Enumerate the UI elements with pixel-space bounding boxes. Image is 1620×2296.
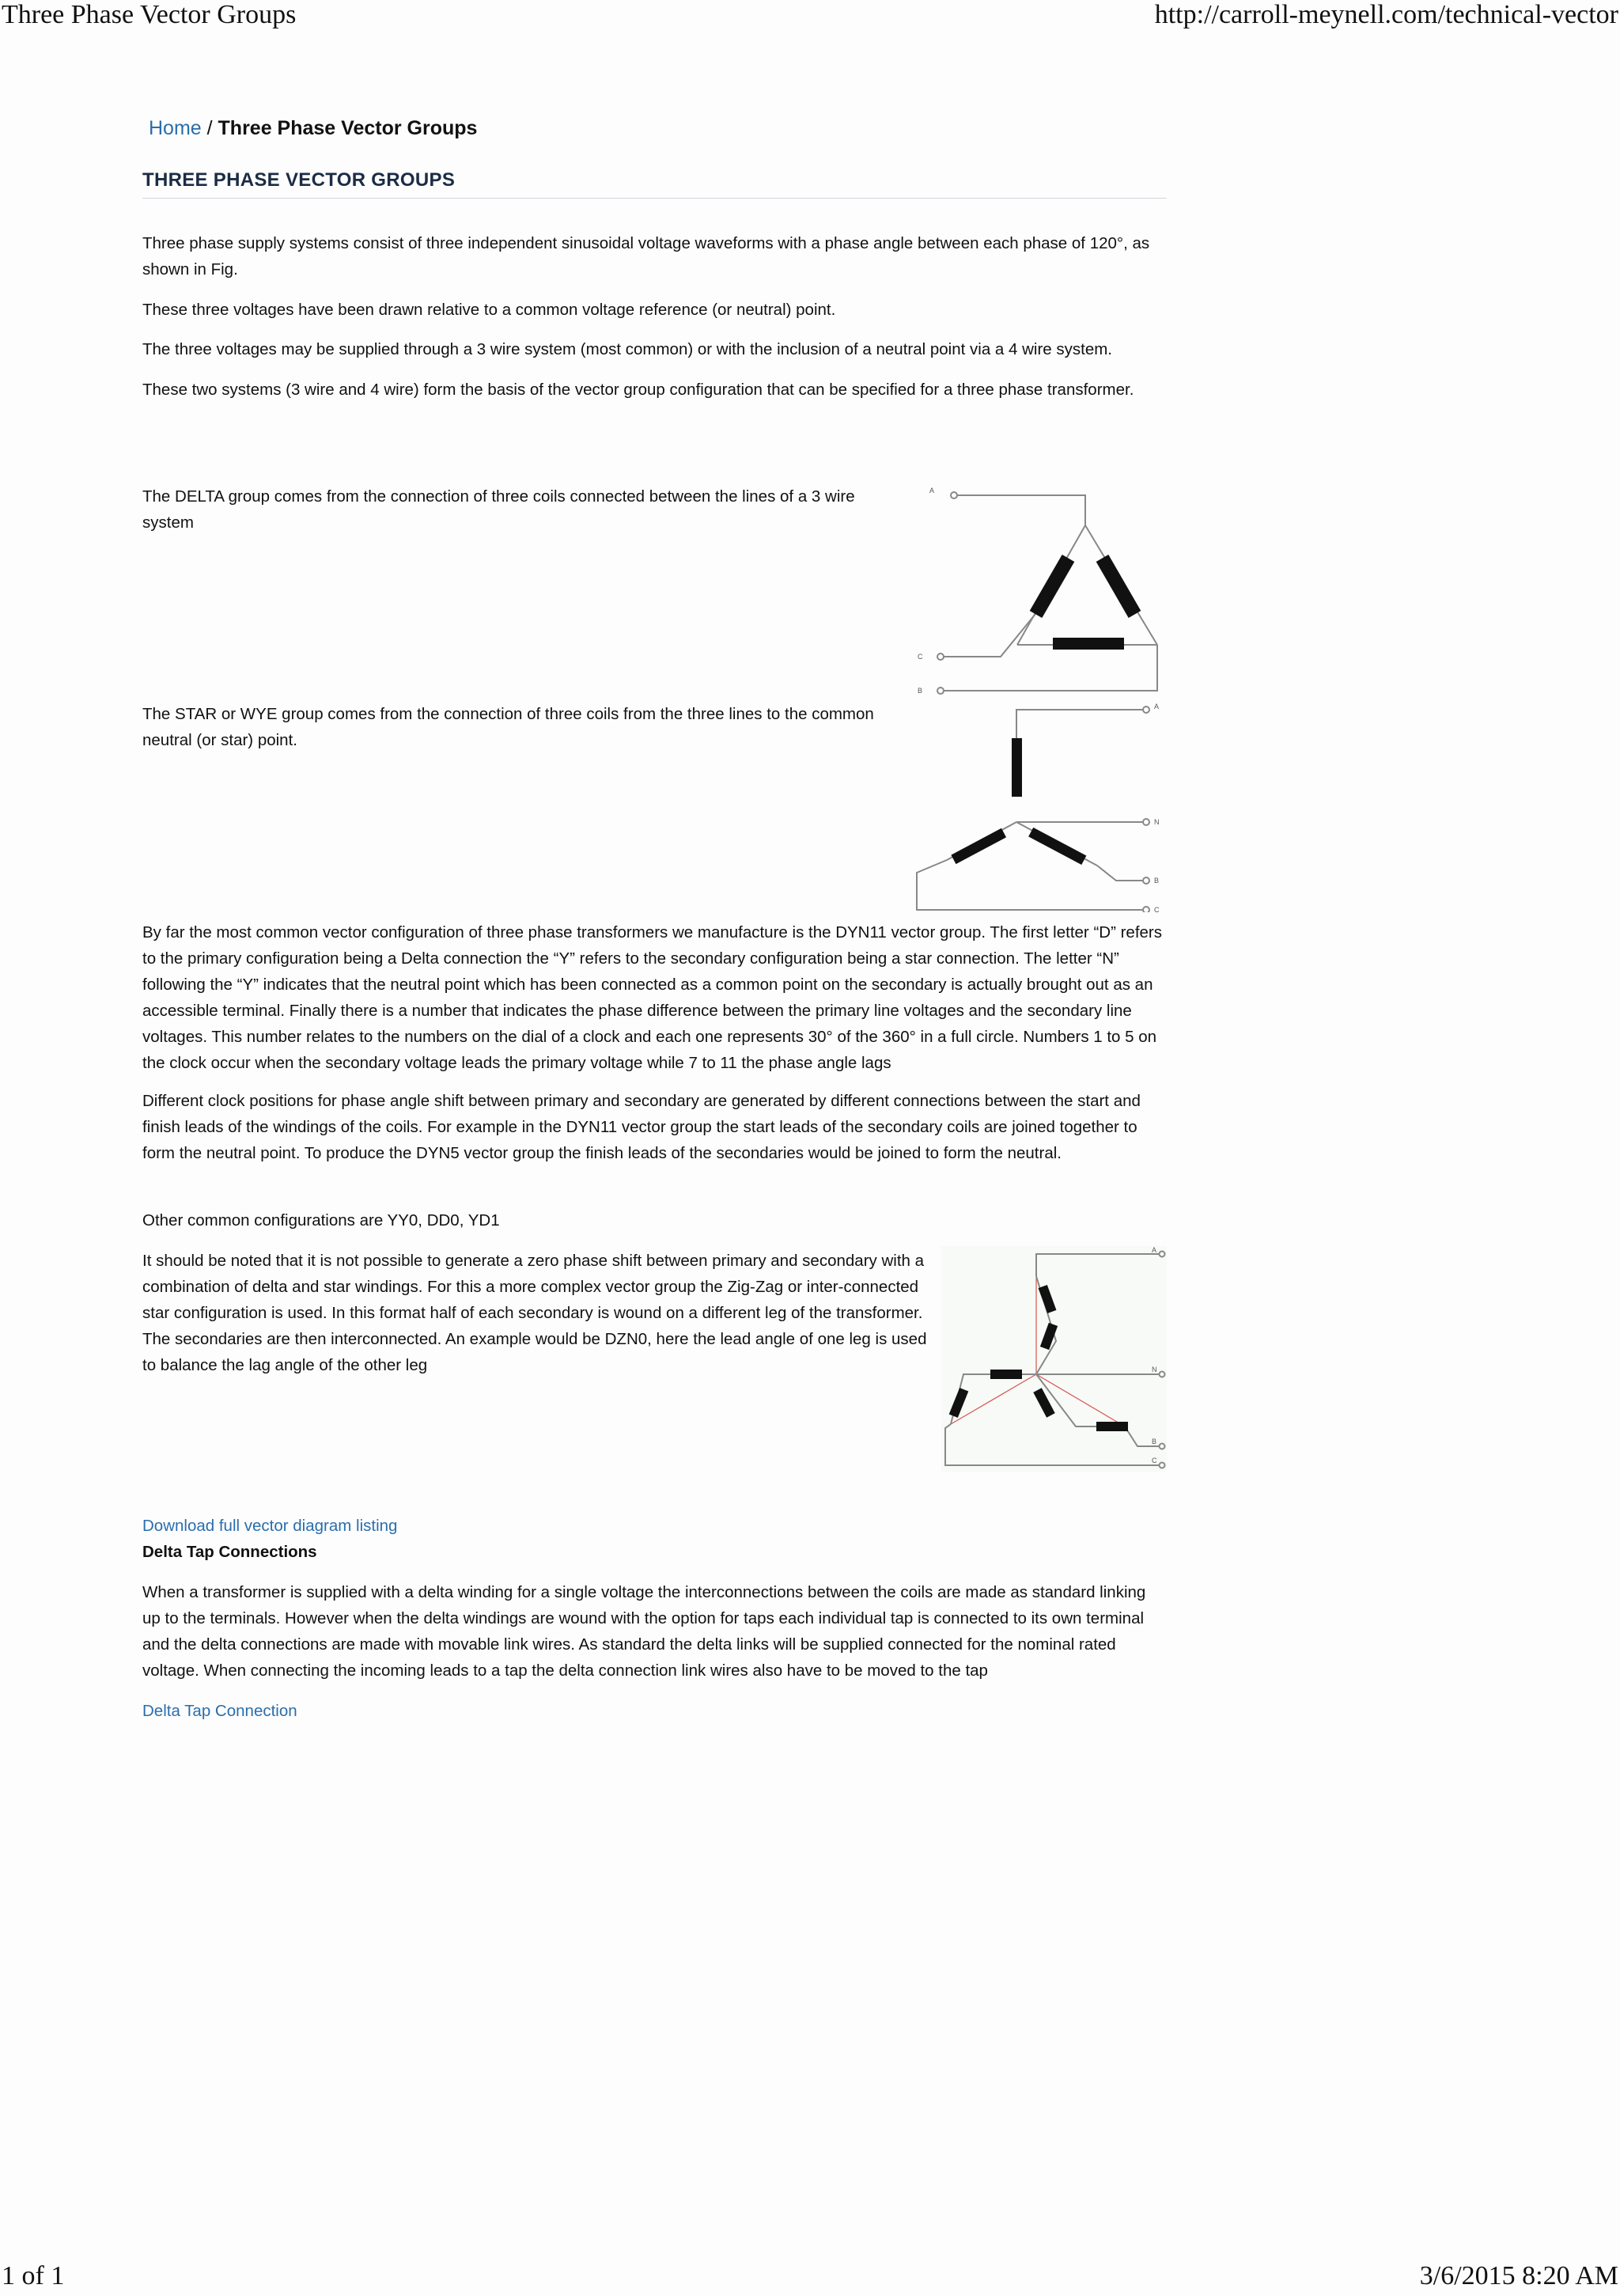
delta-tap-paragraph: When a transformer is supplied with a delta winding for a single voltage the interconnections between the coils are made as standard linking up to the terminals. However when the delta windings are wound with the option for taps each individual tap is connected to its own terminal and the delta connections are made with movable link wires. As standard the delta links will be supplied connected for the nominal rated voltage. When connecting the incoming leads to a tap the delta connection link wires also have to be moved to the tap	[142, 1583, 1146, 1680]
breadcrumb-current: Three Phase Vector Groups	[218, 117, 478, 139]
star-description: The STAR or WYE group comes from the connection of three coils from the three lines to the common neutral (or star) point.	[142, 705, 874, 749]
zigzag-description: It should be noted that it is not possible to generate a zero phase shift between primary and secondary with a combination of delta and star windings. For this a more complex vector group the Zig-Zag or inter-connected star configuration is used. In this format half of each secondary is wound on a different leg of the transformer. The secondaries are then interconnected. An example would be DZN0, here the lead angle of one leg is used to balance the lag angle of the other leg	[142, 1252, 927, 1374]
print-page-count: 1 of 1	[2, 2261, 65, 2290]
print-timestamp: 3/6/2015 8:20 AM	[1419, 2261, 1618, 2290]
zigzag-label-b: B	[1152, 1438, 1157, 1445]
intro-paragraph-4: These two systems (3 wire and 4 wire) form the basis of the vector group configuration that can be specified for a three phase transformer.	[142, 381, 1134, 399]
intro-paragraph-1: Three phase supply systems consist of three independent sinusoidal voltage waveforms with a phase angle between each phase of 120°, as shown in Fig.	[142, 234, 1150, 278]
print-footer	[0, 2261, 1620, 2296]
zigzag-label-n: N	[1152, 1366, 1157, 1373]
intro-paragraph-2: These three voltages have been drawn relative to a common voltage reference (or neutral) point.	[142, 301, 836, 319]
zigzag-diagram	[941, 1246, 1167, 1472]
print-url: http://carroll-meynell.com/technical-vector	[1154, 0, 1618, 29]
zigzag-label-a: A	[1152, 1246, 1157, 1254]
zigzag-label-c: C	[1152, 1457, 1157, 1464]
star-label-n: N	[1154, 818, 1160, 826]
delta-label-b: B	[918, 687, 923, 695]
star-label-b: B	[1154, 877, 1160, 885]
print-page-title: Three Phase Vector Groups	[2, 0, 297, 29]
body-paragraph-common-configs: Other common configurations are YY0, DD0, YD1	[142, 1211, 500, 1229]
print-header	[0, 0, 1620, 35]
star-label-c: C	[1154, 906, 1160, 912]
delta-description: The DELTA group comes from the connection of three coils connected between the lines of a 3 wire system	[142, 487, 855, 532]
body-paragraph-dyn11: By far the most common vector configuration of three phase transformers we manufacture is the DYN11 vector group. The first letter “D” refers to the primary configuration being a Delta connection the “Y” refers to the secondary configuration being a star connection. The letter “N” following the “Y” indicates that the neutral point which has been connected as a common point on the secondary is actually brought out as an accessible terminal. Finally there is a number that indicates the phase difference between the primary line voltages and the secondary line voltages. This number relates to the numbers on the dial of a clock and each one represents 30° of the 360° in a full circle. Numbers 1 to 5 on the clock occur when the secondary voltage leads the primary voltage while 7 to 11 the phase angle lags	[142, 923, 1162, 1072]
body-paragraph-clock: Different clock positions for phase angle shift between primary and secondary are generated by different connections between the start and finish leads of the windings of the coils. For example in the DYN11 vector group the start leads of the secondary coils are joined together to form the neutral point. To produce the DYN5 vector group the finish leads of the secondaries would be joined to form the neutral.	[142, 1092, 1141, 1162]
breadcrumb-separator: /	[201, 117, 218, 139]
star-diagram	[914, 700, 1167, 912]
delta-diagram	[914, 481, 1167, 699]
breadcrumb-home-link[interactable]: Home	[149, 117, 202, 139]
download-vector-listing-link[interactable]: Download full vector diagram listing	[142, 1517, 398, 1535]
intro-paragraph-3: The three voltages may be supplied through a 3 wire system (most common) or with the inclusion of a neutral point via a 4 wire system.	[142, 340, 1113, 358]
delta-tap-heading: Delta Tap Connections	[142, 1543, 317, 1561]
delta-tap-connection-link[interactable]: Delta Tap Connection	[142, 1702, 297, 1720]
delta-label-c: C	[918, 653, 923, 661]
breadcrumb	[149, 117, 477, 140]
star-label-a: A	[1154, 703, 1160, 710]
page-title: THREE PHASE VECTOR GROUPS	[142, 169, 1167, 199]
delta-label-a: A	[929, 487, 935, 494]
